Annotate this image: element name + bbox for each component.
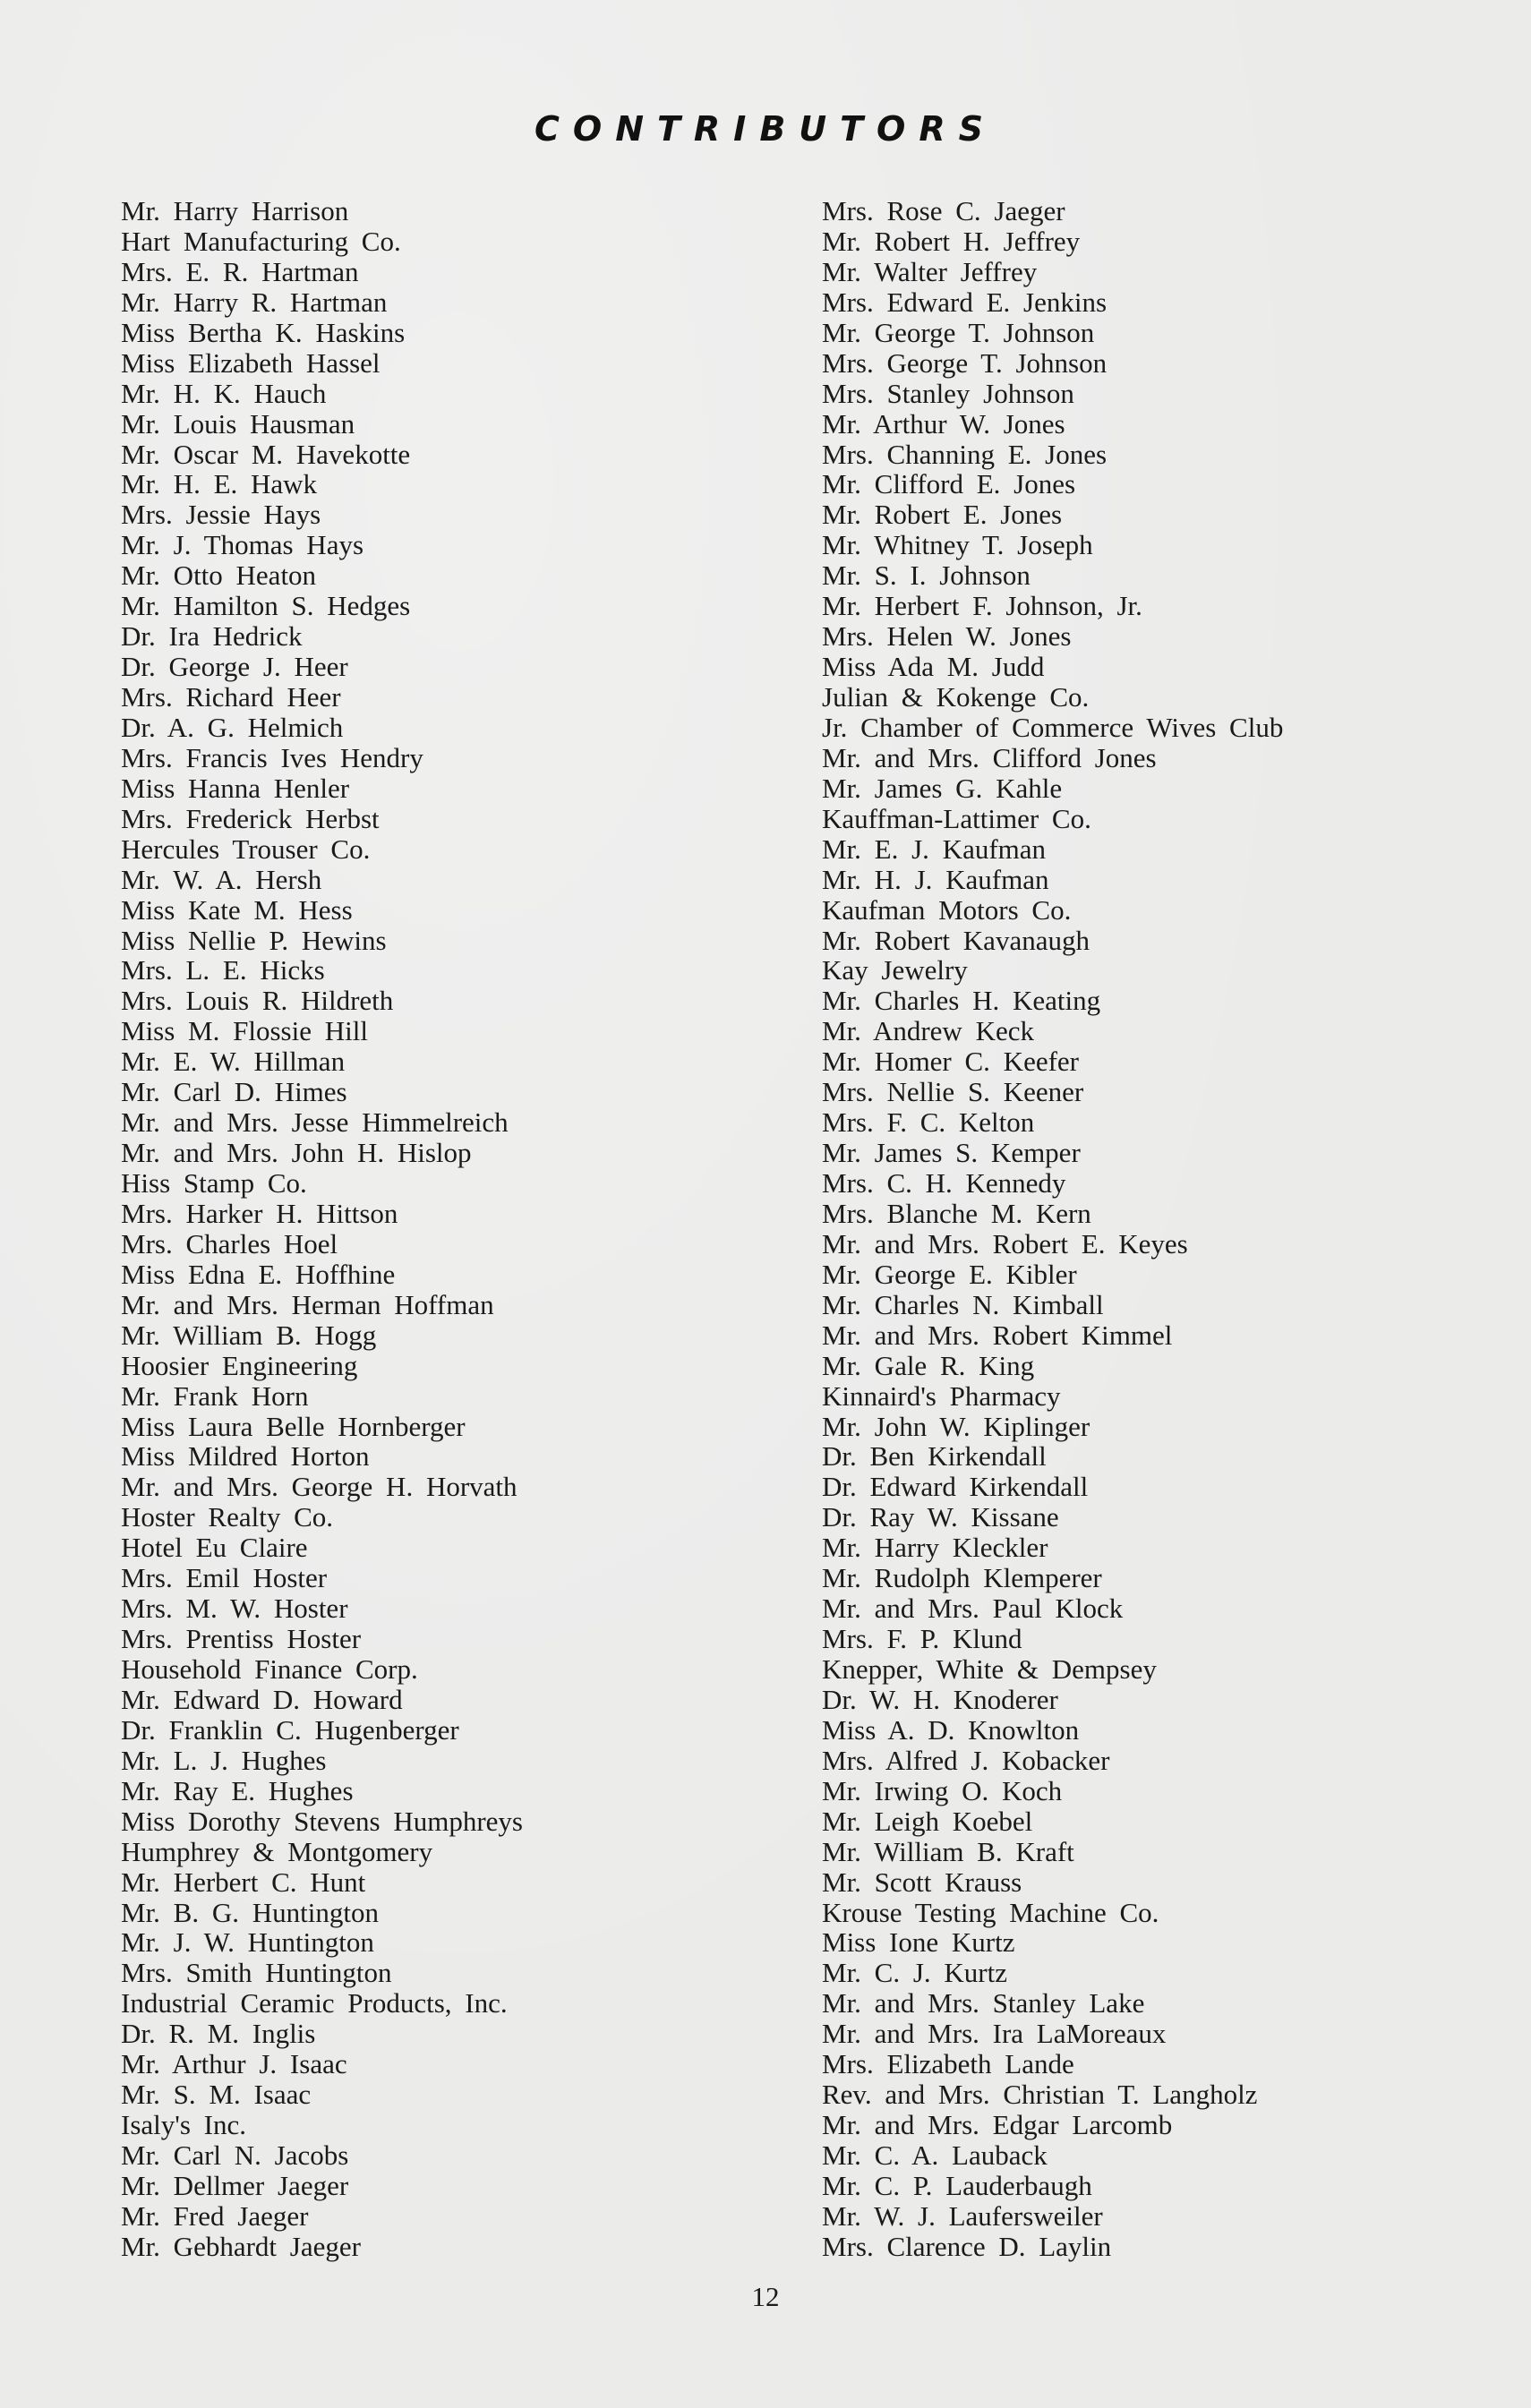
contributor-entry: Mr. Walter Jeffrey xyxy=(822,255,1038,287)
contributor-entry: Mr. George E. Kibler xyxy=(822,1258,1077,1290)
contributor-entry: Mrs. Blanche M. Kern xyxy=(822,1197,1091,1229)
contributor-entry: Mrs. Louis R. Hildreth xyxy=(121,985,394,1017)
contributor-entry: Mr. Harry Kleckler xyxy=(822,1532,1048,1564)
contributor-entry: Dr. George J. Heer xyxy=(121,651,348,683)
contributor-entry: Mr. Whitney T. Joseph xyxy=(822,529,1093,561)
contributor-entry: Mr. Frank Horn xyxy=(121,1379,309,1412)
contributor-entry: Mr. S. M. Isaac xyxy=(121,2079,312,2111)
contributor-entry: Miss M. Flossie Hill xyxy=(121,1015,368,1047)
contributors-list-left xyxy=(121,196,523,2262)
contributor-entry: Hoosier Engineering xyxy=(121,1349,358,1381)
contributor-entry: Mr. Arthur W. Jones xyxy=(822,407,1065,440)
contributor-entry: Julian & Kokenge Co. xyxy=(822,681,1090,713)
contributor-entry: Mrs. Alfred J. Kobacker xyxy=(822,1744,1110,1776)
contributor-entry: Miss A. D. Knowlton xyxy=(822,1713,1080,1746)
contributor-entry: Hoster Realty Co. xyxy=(121,1501,333,1533)
contributor-entry: Mr. H. E. Hawk xyxy=(121,468,318,500)
contributor-entry: Miss Ada M. Judd xyxy=(822,651,1045,683)
contributor-entry: Mr. Leigh Koebel xyxy=(822,1805,1033,1837)
contributor-entry: Hercules Trouser Co. xyxy=(121,833,371,865)
contributor-entry: Mr. Hamilton S. Hedges xyxy=(121,590,411,622)
contributor-entry: Mr. William B. Hogg xyxy=(121,1319,377,1351)
contributor-entry: Miss Hanna Henler xyxy=(121,772,350,804)
contributor-entry: Mr. and Mrs. John H. Hislop xyxy=(121,1137,472,1169)
contributor-entry: Mr. and Mrs. Robert E. Keyes xyxy=(822,1227,1188,1260)
contributor-entry: Mr. H. K. Hauch xyxy=(121,377,327,409)
contributor-entry: Mr. James G. Kahle xyxy=(822,772,1063,804)
contributor-entry: Knepper, White & Dempsey xyxy=(822,1653,1157,1685)
contributor-entry: Mr. Gebhardt Jaeger xyxy=(121,2230,361,2262)
contributor-entry: Mr. Carl N. Jacobs xyxy=(121,2139,349,2171)
contributor-entry: Mr. Dellmer Jaeger xyxy=(121,2169,349,2201)
contributor-entry: Miss Elizabeth Hassel xyxy=(121,346,381,379)
contributor-entry: Dr. Ray W. Kissane xyxy=(822,1501,1059,1533)
contributor-entry: Mr. J. W. Huntington xyxy=(121,1926,374,1959)
contributor-entry: Mr. Irwing O. Koch xyxy=(822,1774,1063,1806)
contributor-entry: Miss Ione Kurtz xyxy=(822,1926,1015,1959)
contributor-entry: Mrs. Channing E. Jones xyxy=(822,438,1108,470)
contributor-entry: Mrs. Jessie Hays xyxy=(121,499,321,531)
contributor-entry: Hotel Eu Claire xyxy=(121,1532,308,1564)
contributor-entry: Mrs. George T. Johnson xyxy=(822,346,1108,379)
contributors-list-right xyxy=(822,196,1283,2262)
contributor-entry: Mr. Charles H. Keating xyxy=(822,985,1101,1017)
contributor-entry: Mrs. Smith Huntington xyxy=(121,1957,392,1989)
contributor-entry: Mr. E. W. Hillman xyxy=(121,1046,346,1078)
contributor-entry: Mr. William B. Kraft xyxy=(822,1835,1074,1867)
contributor-entry: Mrs. Prentiss Hoster xyxy=(121,1623,362,1655)
contributor-entry: Miss Laura Belle Hornberger xyxy=(121,1410,466,1442)
contributor-entry: Dr. Ira Hedrick xyxy=(121,620,303,653)
contributor-entry: Mr. George T. Johnson xyxy=(822,316,1095,348)
contributor-entry: Kay Jewelry xyxy=(822,954,968,986)
contributor-entry: Mr. B. G. Huntington xyxy=(121,1896,379,1928)
contributor-entry: Mr. H. J. Kaufman xyxy=(822,863,1049,895)
contributor-entry: Dr. Ben Kirkendall xyxy=(822,1440,1047,1473)
contributor-entry: Mr. C. A. Lauback xyxy=(822,2139,1048,2171)
contributor-entry: Mrs. Richard Heer xyxy=(121,681,341,713)
contributor-entry: Mr. and Mrs. Robert Kimmel xyxy=(822,1319,1173,1351)
contributor-entry: Mr. and Mrs. Clifford Jones xyxy=(822,741,1157,773)
contributor-entry: Rev. and Mrs. Christian T. Langholz xyxy=(822,2079,1258,2111)
contributor-entry: Mrs. E. R. Hartman xyxy=(121,255,359,287)
contributor-entry: Mr. Homer C. Keefer xyxy=(822,1046,1079,1078)
contributor-entry: Mr. Robert H. Jeffrey xyxy=(822,225,1081,257)
contributor-entry: Mr. C. P. Lauderbaugh xyxy=(822,2169,1092,2201)
contributor-entry: Mr. Herbert F. Johnson, Jr. xyxy=(822,590,1142,622)
contributor-entry: Industrial Ceramic Products, Inc. xyxy=(121,1987,508,2019)
contributor-entry: Mr. Harry R. Hartman xyxy=(121,286,388,318)
contributor-entry: Mr. Ray E. Hughes xyxy=(121,1774,354,1806)
contributor-entry: Mrs. Frederick Herbst xyxy=(121,802,380,834)
contributor-entry: Mr. Scott Krauss xyxy=(822,1866,1022,1898)
page-number: 12 xyxy=(751,2281,780,2312)
contributor-entry: Hart Manufacturing Co. xyxy=(121,225,401,257)
contributor-entry: Mrs. Stanley Johnson xyxy=(822,377,1074,409)
contributor-entry: Mrs. Helen W. Jones xyxy=(822,620,1072,653)
contributor-entry: Krouse Testing Machine Co. xyxy=(822,1896,1159,1928)
contributor-entry: Mrs. F. C. Kelton xyxy=(822,1106,1035,1139)
contributor-entry: Mr. Gale R. King xyxy=(822,1349,1035,1381)
contributor-entry: Mr. and Mrs. Edgar Larcomb xyxy=(822,2109,1173,2141)
contributor-entry: Mr. James S. Kemper xyxy=(822,1137,1081,1169)
contributor-entry: Mrs. Emil Hoster xyxy=(121,1562,328,1594)
contributor-entry: Jr. Chamber of Commerce Wives Club xyxy=(822,711,1284,743)
contributor-entry: Dr. W. H. Knoderer xyxy=(822,1683,1058,1715)
contributor-entry: Mrs. Charles Hoel xyxy=(121,1227,338,1260)
contributor-entry: Miss Dorothy Stevens Humphreys xyxy=(121,1805,523,1837)
contributor-entry: Mrs. Nellie S. Keener xyxy=(822,1076,1084,1108)
contributor-entry: Kauffman-Lattimer Co. xyxy=(822,802,1091,834)
contributor-entry: Mr. Louis Hausman xyxy=(121,407,355,440)
contributor-entry: Mr. W. J. Laufersweiler xyxy=(822,2199,1103,2232)
contributor-entry: Isaly's Inc. xyxy=(121,2109,246,2141)
contributor-entry: Mr. and Mrs. Jesse Himmelreich xyxy=(121,1106,509,1139)
contributor-entry: Mr. Andrew Keck xyxy=(822,1015,1034,1047)
contributor-entry: Mr. Oscar M. Havekotte xyxy=(121,438,411,470)
contributor-entry: Miss Edna E. Hoffhine xyxy=(121,1258,396,1290)
contributor-entry: Mr. Herbert C. Hunt xyxy=(121,1866,366,1898)
contributor-entry: Mr. and Mrs. Stanley Lake xyxy=(822,1987,1145,2019)
contributor-entry: Kaufman Motors Co. xyxy=(822,893,1072,926)
contributor-entry: Mrs. C. H. Kennedy xyxy=(822,1167,1066,1199)
contributor-entry: Mr. E. J. Kaufman xyxy=(822,833,1047,865)
contributor-entry: Hiss Stamp Co. xyxy=(121,1167,307,1199)
contributor-entry: Mr. J. Thomas Hays xyxy=(121,529,364,561)
contributor-entry: Mrs. Elizabeth Lande xyxy=(822,2048,1074,2080)
contributor-entry: Mr. C. J. Kurtz xyxy=(822,1957,1007,1989)
contributor-entry: Mr. Harry Harrison xyxy=(121,195,349,226)
contributor-entry: Miss Kate M. Hess xyxy=(121,893,353,926)
contributor-entry: Mr. Robert Kavanaugh xyxy=(822,924,1090,956)
contributor-entry: Mr. Fred Jaeger xyxy=(121,2199,309,2232)
contributor-entry: Mrs. Clarence D. Laylin xyxy=(822,2230,1112,2262)
contributor-entry: Mr. and Mrs. George H. Horvath xyxy=(121,1471,517,1503)
contributor-entry: Kinnaird's Pharmacy xyxy=(822,1379,1061,1412)
contributor-entry: Mrs. Rose C. Jaeger xyxy=(822,195,1065,226)
contributor-entry: Dr. A. G. Helmich xyxy=(121,711,344,743)
contributor-entry: Mrs. Edward E. Jenkins xyxy=(822,286,1108,318)
contributor-entry: Mr. Clifford E. Jones xyxy=(822,468,1076,500)
contributor-entry: Mr. Arthur J. Isaac xyxy=(121,2048,347,2080)
contributor-entry: Mr. S. I. Johnson xyxy=(822,559,1031,592)
contributor-entry: Mr. Rudolph Klemperer xyxy=(822,1562,1102,1594)
contributor-entry: Miss Mildred Horton xyxy=(121,1440,370,1473)
contributor-entry: Mrs. Francis Ives Hendry xyxy=(121,741,423,773)
contributor-entry: Mr. John W. Kiplinger xyxy=(822,1410,1091,1442)
contributor-entry: Mr. and Mrs. Herman Hoffman xyxy=(121,1288,494,1320)
contributor-entry: Dr. Franklin C. Hugenberger xyxy=(121,1713,459,1746)
contributor-entry: Mrs. M. W. Hoster xyxy=(121,1593,348,1625)
contributor-entry: Mr. L. J. Hughes xyxy=(121,1744,327,1776)
contributor-entry: Household Finance Corp. xyxy=(121,1653,418,1685)
contributor-entry: Dr. Edward Kirkendall xyxy=(822,1471,1089,1503)
contributor-entry: Miss Nellie P. Hewins xyxy=(121,924,387,956)
contributor-entry: Mr. W. A. Hersh xyxy=(121,863,322,895)
page-title: CONTRIBUTORS xyxy=(535,109,996,149)
contributor-entry: Mrs. F. P. Klund xyxy=(822,1623,1022,1655)
contributor-entry: Mr. Charles N. Kimball xyxy=(822,1288,1104,1320)
contributor-entry: Mr. Robert E. Jones xyxy=(822,499,1063,531)
contributor-entry: Mr. Otto Heaton xyxy=(121,559,317,592)
contributor-entry: Mr. and Mrs. Ira LaMoreaux xyxy=(822,2018,1167,2050)
contributor-entry: Mrs. Harker H. Hittson xyxy=(121,1197,398,1229)
contributor-entry: Mr. Edward D. Howard xyxy=(121,1683,403,1715)
contributor-entry: Miss Bertha K. Haskins xyxy=(121,316,406,348)
contributor-entry: Dr. R. M. Inglis xyxy=(121,2018,316,2050)
contributor-entry: Humphrey & Montgomery xyxy=(121,1835,433,1867)
contributor-entry: Mr. and Mrs. Paul Klock xyxy=(822,1593,1124,1625)
contributor-entry: Mrs. L. E. Hicks xyxy=(121,954,325,986)
contributor-entry: Mr. Carl D. Himes xyxy=(121,1076,347,1108)
